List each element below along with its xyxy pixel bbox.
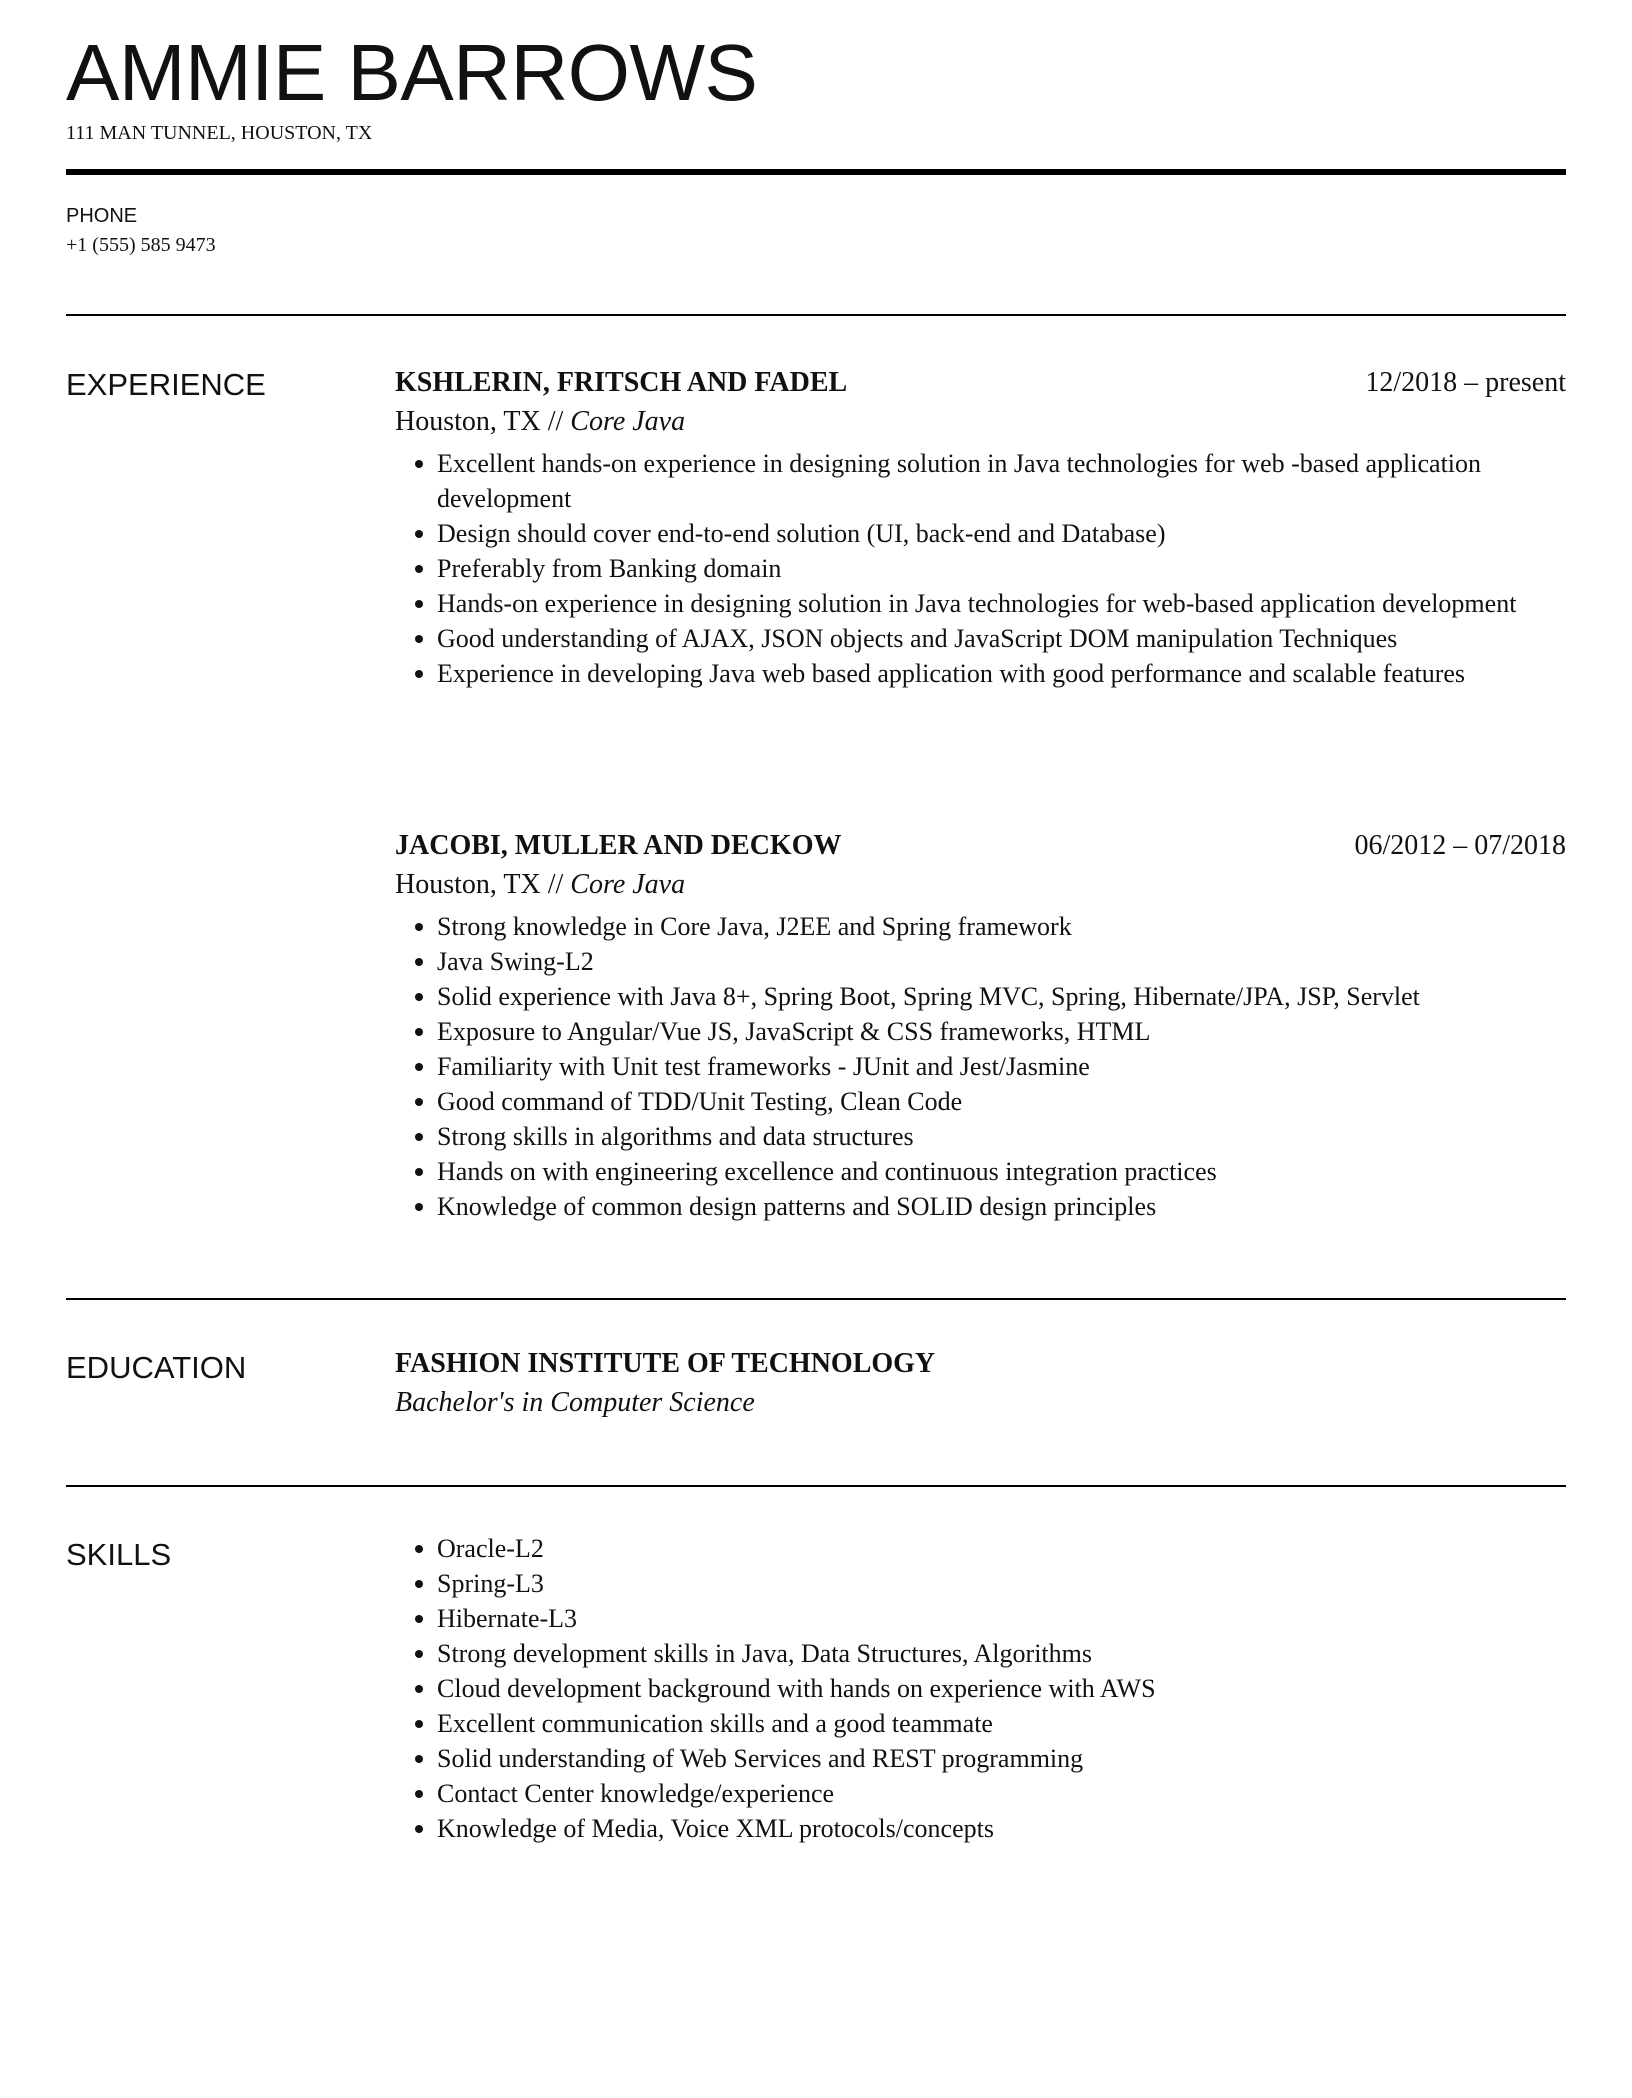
education-section-title: EDUCATION — [66, 1350, 247, 1385]
job-header — [395, 364, 1566, 402]
job-separator: // — [547, 406, 564, 437]
job-entry — [395, 827, 1566, 1224]
list-item: Spring-L3 — [395, 1566, 1566, 1601]
list-item: Good understanding of AJAX, JSON objects and JavaScript DOM manipulation Techniques — [395, 621, 1566, 656]
list-item: Hibernate-L3 — [395, 1601, 1566, 1636]
list-item: Good command of TDD/Unit Testing, Clean Code — [395, 1084, 1566, 1119]
section-divider — [66, 1485, 1566, 1487]
header-divider — [66, 169, 1566, 175]
list-item: Solid understanding of Web Services and REST programming — [395, 1741, 1566, 1776]
job-role: Core Java — [570, 869, 686, 900]
job-dates: 06/2012 – 07/2018 — [1354, 830, 1566, 861]
phone-label: PHONE — [66, 205, 138, 227]
skills-section-title: SKILLS — [66, 1537, 172, 1572]
list-item: Hands-on experience in designing solution in Java technologies for web-based application development — [395, 586, 1566, 621]
job-responsibilities — [395, 446, 1566, 691]
job-subtitle — [395, 865, 1566, 905]
list-item: Java Swing-L2 — [395, 944, 1566, 979]
education-entry — [395, 1345, 1566, 1423]
list-item: Oracle-L2 — [395, 1531, 1566, 1566]
company-name: JACOBI, MULLER AND DECKOW — [395, 830, 842, 861]
job-location: Houston, TX — [395, 869, 541, 900]
education-header — [395, 1345, 1566, 1383]
list-item: Solid experience with Java 8+, Spring Boot, Spring MVC, Spring, Hibernate/JPA, JSP, Servlet — [395, 979, 1566, 1014]
list-item: Knowledge of Media, Voice XML protocols/concepts — [395, 1811, 1566, 1846]
list-item: Excellent communication skills and a good teammate — [395, 1706, 1566, 1741]
list-item: Preferably from Banking domain — [395, 551, 1566, 586]
section-divider — [66, 314, 1566, 316]
candidate-name: AMMIE BARROWS — [66, 28, 758, 117]
list-item: Familiarity with Unit test frameworks - JUnit and Jest/Jasmine — [395, 1049, 1566, 1084]
list-item: Excellent hands-on experience in designing solution in Java technologies for web -based application development — [395, 446, 1566, 516]
degree: Bachelor's in Computer Science — [395, 1387, 755, 1418]
list-item: Strong development skills in Java, Data Structures, Algorithms — [395, 1636, 1566, 1671]
skills-list — [395, 1531, 1566, 1846]
job-subtitle — [395, 402, 1566, 442]
list-item: Knowledge of common design patterns and SOLID design principles — [395, 1189, 1566, 1224]
list-item: Contact Center knowledge/experience — [395, 1776, 1566, 1811]
section-divider — [66, 1298, 1566, 1300]
list-item: Strong knowledge in Core Java, J2EE and Spring framework — [395, 909, 1566, 944]
list-item: Strong skills in algorithms and data structures — [395, 1119, 1566, 1154]
list-item: Design should cover end-to-end solution (UI, back-end and Database) — [395, 516, 1566, 551]
school-name: FASHION INSTITUTE OF TECHNOLOGY — [395, 1348, 936, 1379]
list-item: Exposure to Angular/Vue JS, JavaScript & CSS frameworks, HTML — [395, 1014, 1566, 1049]
experience-section-title: EXPERIENCE — [66, 367, 266, 402]
candidate-address: 111 MAN TUNNEL, HOUSTON, TX — [66, 122, 373, 144]
phone-number: +1 (555) 585 9473 — [66, 234, 216, 256]
company-name: KSHLERIN, FRITSCH AND FADEL — [395, 367, 848, 398]
job-dates: 12/2018 – present — [1365, 367, 1566, 398]
job-header — [395, 827, 1566, 865]
list-item: Hands on with engineering excellence and continuous integration practices — [395, 1154, 1566, 1189]
job-location: Houston, TX — [395, 406, 541, 437]
list-item: Experience in developing Java web based application with good performance and scalable features — [395, 656, 1566, 691]
job-separator: // — [547, 869, 564, 900]
job-responsibilities — [395, 909, 1566, 1224]
job-entry — [395, 364, 1566, 691]
job-role: Core Java — [570, 406, 686, 437]
skills-entry — [395, 1531, 1566, 1846]
list-item: Cloud development background with hands on experience with AWS — [395, 1671, 1566, 1706]
